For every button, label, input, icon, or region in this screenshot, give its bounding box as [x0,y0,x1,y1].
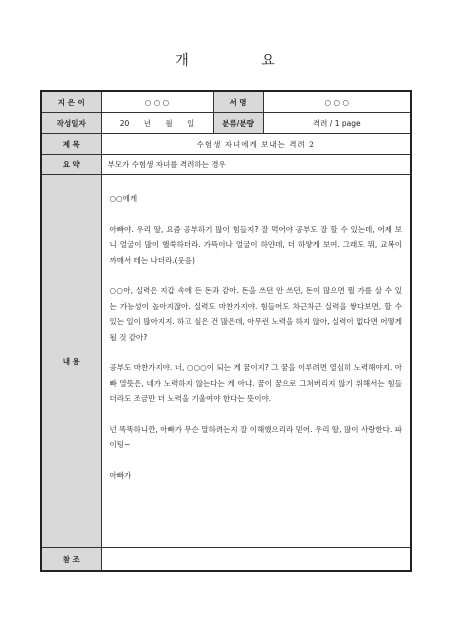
signature-label: 서 명 [213,91,263,113]
page-title: 개 요 [175,53,309,69]
summary-label: 요 약 [41,155,101,175]
letter-paragraph: 아빠야. 우리 딸, 요즘 공부하기 많이 힘들지? 잘 먹어야 공부도 잘 할 수 있는데, 어제 보니 얼굴이 많이 핼쑥하더라. 가뜩이나 얼굴이 하얀데, 더 하얗게 보여. 그래도 뭐, 교복이 까매서 테는 나더라.(웃음) [109,224,402,265]
letter-content [101,175,411,548]
author-value: ○ ○ ○ [101,91,213,113]
reference-value [101,548,411,572]
signature-value: ○ ○ ○ [263,91,411,113]
author-label: 지 은 이 [41,91,101,113]
date-value: 20 년 월 일 [101,113,213,134]
date-label: 작성일자 [41,113,101,134]
letter-greeting: ○○에게 [109,194,138,203]
subject-label: 제 목 [41,134,101,155]
category-value: 격려 / 1 page [263,113,411,134]
document-subject: 수험생 자녀에게 보내는 격려 2 [101,134,411,155]
category-label: 분류/분량 [213,113,263,134]
summary-value: 부모가 수험생 자녀를 격려하는 경우 [101,155,411,175]
reference-label: 참 조 [41,548,101,572]
letter-closing: 아빠가 [109,470,132,480]
summary-form [40,90,412,572]
letter-paragraph: ○○아, 실력은 지갑 속에 든 돈과 같아. 돈을 쓰던 안 쓰던, 돈이 많으면 뭘 가를 살 수 있는 가능성이 높아지잖아. 실력도 마찬가지야. 힘들어도 차근차근 실력을 쌓다보면, 할 수 있는 일이 많아지지. 하고 싶은 건 많은데, 아무런 노력을 하지 않아, 실력이 없다면 어떻게 될 것 같아? [109,286,402,342]
letter-paragraph: 공부도 마찬가지야. 너, ○○○이 되는 게 꿈이지? 그 꿈을 이루려면 열심히 노력해야지. 아빠 말뜻은, 네가 노력하지 않는다는 게 아냐. 꿈이 꿈으로 그쳐버리지 않기 위해서는 힘들더라도 조금만 더 노력을 기울여야 한다는 뜻이야. [109,363,402,403]
letter-paragraph: 넌 똑똑하니깐, 아빠가 무슨 말하려는지 잘 이해했으리라 믿어. 우리 딸, 많이 사랑한다. 파이팅~ [109,424,402,449]
content-label: 내 용 [41,175,101,548]
